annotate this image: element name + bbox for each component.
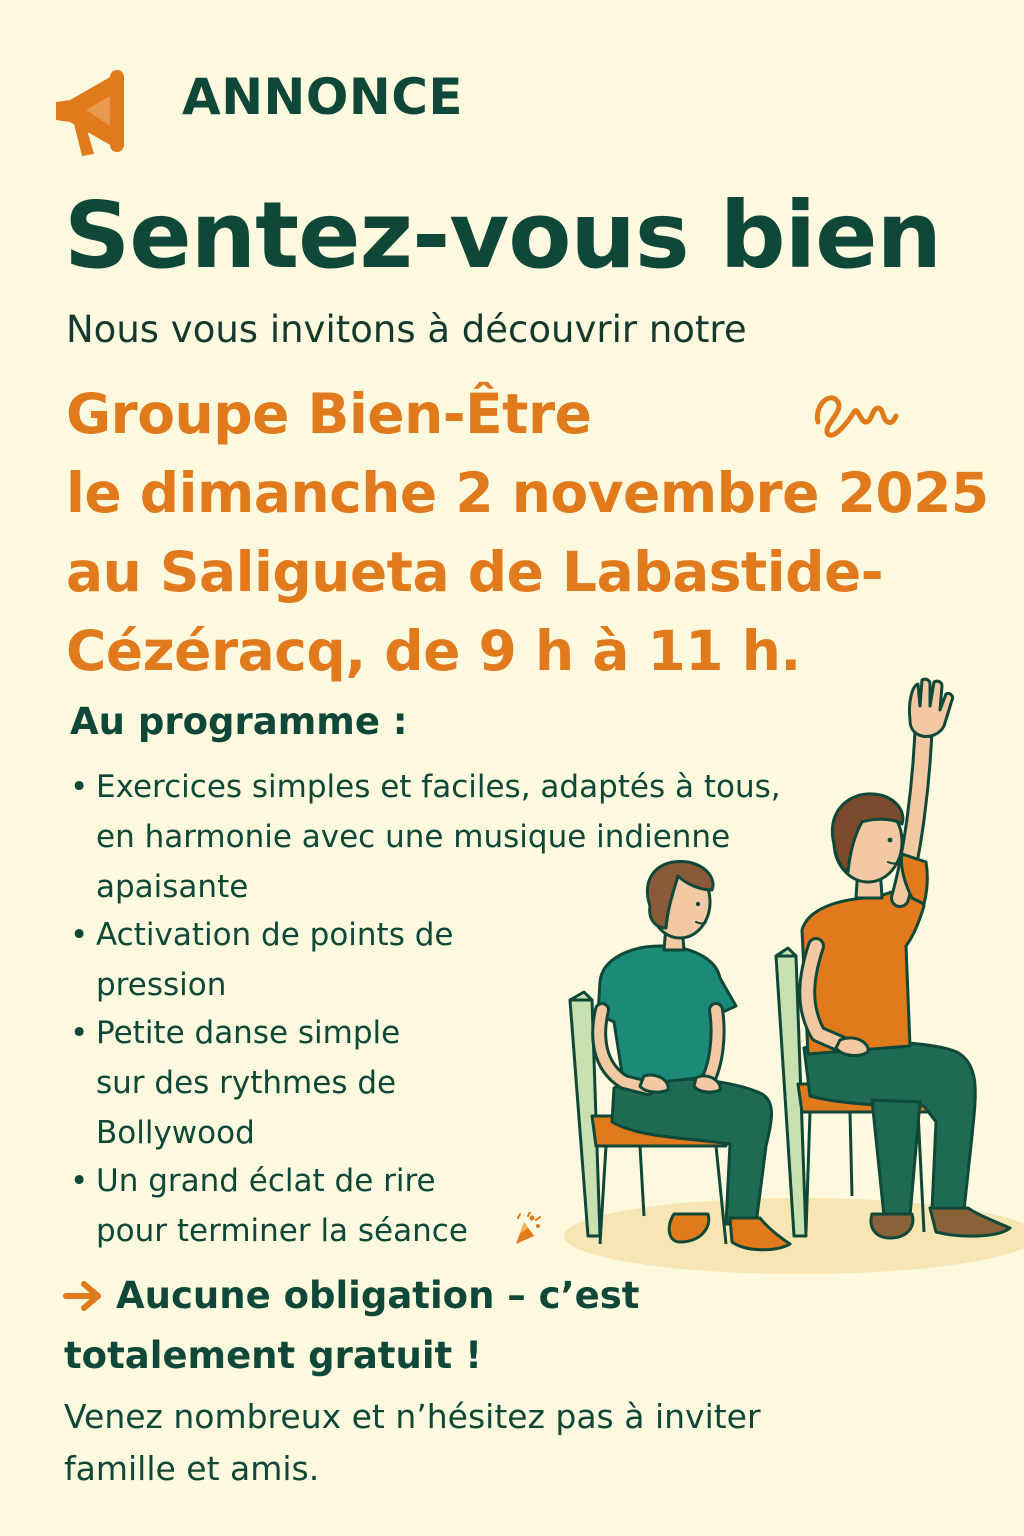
event-date: le dimanche 2 novembre 2025 [66, 461, 989, 525]
closing-line: Venez nombreux et n’hésitez pas à inviter [64, 1397, 761, 1436]
program-title: Au programme : [70, 700, 408, 743]
program-item-line: apaisante [96, 869, 249, 905]
event-location: au Saligueta de Labastide- [66, 540, 884, 604]
program-item-line: en harmonie avec une musique indienne [96, 819, 731, 855]
announcement-label: ANNONCE [182, 68, 464, 126]
bullet-symbol: • [70, 1015, 89, 1051]
program-item-line: Activation de points de [96, 917, 454, 953]
megaphone-icon [50, 62, 142, 160]
program-item-line: Exercices simples et faciles, adaptés à tous, [96, 769, 781, 805]
closing-line: famille et amis. [64, 1449, 320, 1488]
bullet-symbol: • [70, 917, 89, 953]
bullet-symbol: • [70, 769, 89, 805]
program-item-line: sur des rythmes de [96, 1065, 397, 1101]
free-note-line: totalement gratuit ! [64, 1334, 482, 1377]
woman-seated-figure [598, 861, 790, 1249]
program-item-line: Un grand éclat de rire [96, 1163, 436, 1199]
event-name: Groupe Bien-Être [66, 382, 592, 446]
sparkle-icon [510, 1212, 542, 1246]
man-seated-raising-arm-figure [802, 679, 1010, 1238]
program-item-line: pression [96, 967, 227, 1003]
intro-text: Nous vous invitons à découvrir notre [66, 308, 747, 351]
seated-exercise-illustration [540, 676, 1024, 1280]
free-note-line: Aucune obligation – c’est [116, 1274, 640, 1317]
program-item-line: Bollywood [96, 1115, 255, 1151]
event-location-time: Cézéracq, de 9 h à 11 h. [66, 619, 801, 683]
squiggle-icon [808, 382, 904, 438]
program-item-line: Petite danse simple [96, 1015, 401, 1051]
bullet-symbol: • [70, 1163, 89, 1199]
headline: Sentez-vous bien [64, 182, 942, 289]
arrow-right-icon [62, 1278, 106, 1314]
program-item-line: pour terminer la séance [96, 1213, 468, 1249]
